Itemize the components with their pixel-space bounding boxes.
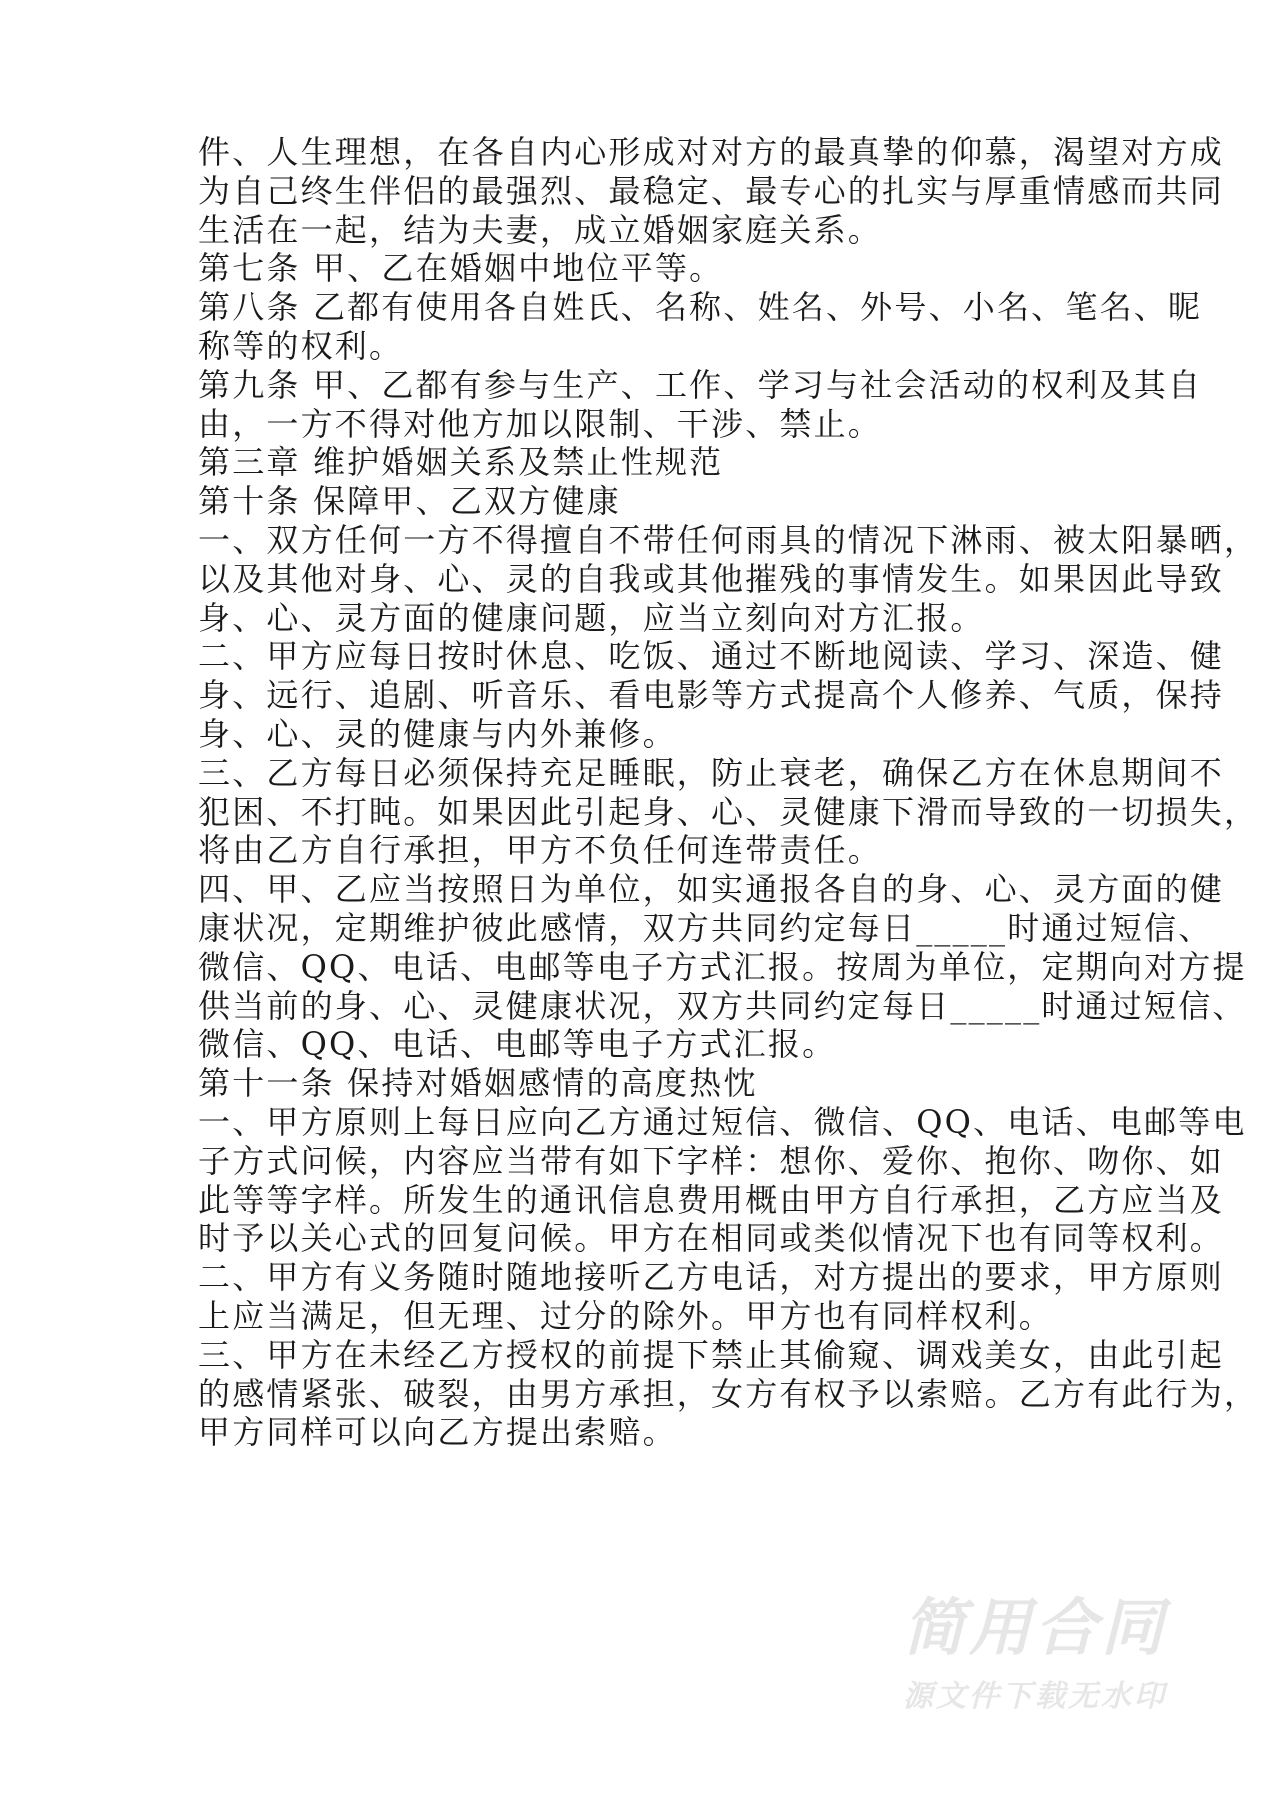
text-line: 此等等字样。所发生的通讯信息费用概由甲方自行承担，乙方应当及 [198,1180,1225,1219]
watermark-subtitle: 源文件下载无水印 [903,1679,1167,1714]
text-line: 犯困、不打盹。如果因此引起身、心、灵健康下滑而导致的一切损失， [198,792,1259,831]
text-line: 为自己终生伴侣的最强烈、最稳定、最专心的扎实与厚重情感而共同 [198,171,1225,210]
article-heading: 第八条 乙都有使用各自姓氏、名称、姓名、外号、小名、笔名、昵 [198,288,1203,327]
clause-line: 一、双方任何一方不得擅自不带任何雨具的情况下淋雨、被太阳暴晒， [198,520,1259,559]
text-line: 微信、QQ、电话、电邮等电子方式汇报。 [198,1025,837,1064]
text-line: 身、远行、追剧、听音乐、看电影等方式提高个人修养、气质，保持 [198,676,1225,715]
text-line: 身、心、灵方面的健康问题，应当立刻向对方汇报。 [198,598,985,637]
clause-line: 三、甲方在未经乙方授权的前提下禁止其偷窥、调戏美女，由此引起 [198,1335,1225,1374]
text-line: 称等的权利。 [198,326,404,365]
text-line: 的感情紧张、破裂，由男方承担，女方有权予以索赔。乙方有此行为， [198,1374,1259,1413]
document-body [198,133,1259,1452]
text-line: 以及其他对身、心、灵的自我或其他摧残的事情发生。如果因此导致 [198,559,1225,598]
text-line: 时予以关心式的回复问候。甲方在相同或类似情况下也有同等权利。 [198,1219,1225,1258]
article-heading: 第十条 保障甲、乙双方健康 [198,482,621,521]
chapter-heading: 第三章 维护婚姻关系及禁止性规范 [198,443,724,482]
clause-line: 二、甲方有义务随时随地接听乙方电话，对方提出的要求，甲方原则 [198,1258,1225,1297]
text-line: 由，一方不得对他方加以限制、干涉、禁止。 [198,404,883,443]
article-heading: 第七条 甲、乙在婚姻中地位平等。 [198,249,724,288]
text-line: 将由乙方自行承担，甲方不负任何连带责任。 [198,831,883,870]
text-line: 上应当满足，但无理、过分的除外。甲方也有同样权利。 [198,1296,1054,1335]
text-line: 子方式问候，内容应当带有如下字样：想你、爱你、抱你、吻你、如 [198,1141,1225,1180]
article-heading: 第十一条 保持对婚姻感情的高度热忱 [198,1064,758,1103]
text-line: 康状况，定期维护彼此感情，双方共同约定每日_____时通过短信、 [198,908,1213,947]
watermark [880,1593,1190,1717]
clause-line: 二、甲方应每日按时休息、吃饭、通过不断地阅读、学习、深造、健 [198,637,1225,676]
clause-line: 四、甲、乙应当按照日为单位，如实通报各自的身、心、灵方面的健 [198,870,1225,909]
text-line: 供当前的身、心、灵健康状况，双方共同约定每日_____时通过短信、 [198,986,1247,1025]
text-line: 生活在一起，结为夫妻，成立婚姻家庭关系。 [198,210,883,249]
text-line: 微信、QQ、电话、电邮等电子方式汇报。按周为单位，定期向对方提 [198,947,1247,986]
text-line: 件、人生理想，在各自内心形成对对方的最真挚的仰慕，渴望对方成 [198,133,1225,171]
clause-line: 一、甲方原则上每日应向乙方通过短信、微信、QQ、电话、电邮等电 [198,1102,1247,1141]
article-heading: 第九条 甲、乙都有参与生产、工作、学习与社会活动的权利及其自 [198,365,1203,404]
text-line: 身、心、灵的健康与内外兼修。 [198,714,677,753]
watermark-title: 简用合同 [902,1591,1167,1664]
text-line: 甲方同样可以向乙方提出索赔。 [198,1413,677,1452]
clause-line: 三、乙方每日必须保持充足睡眠，防止衰老，确保乙方在休息期间不 [198,753,1225,792]
